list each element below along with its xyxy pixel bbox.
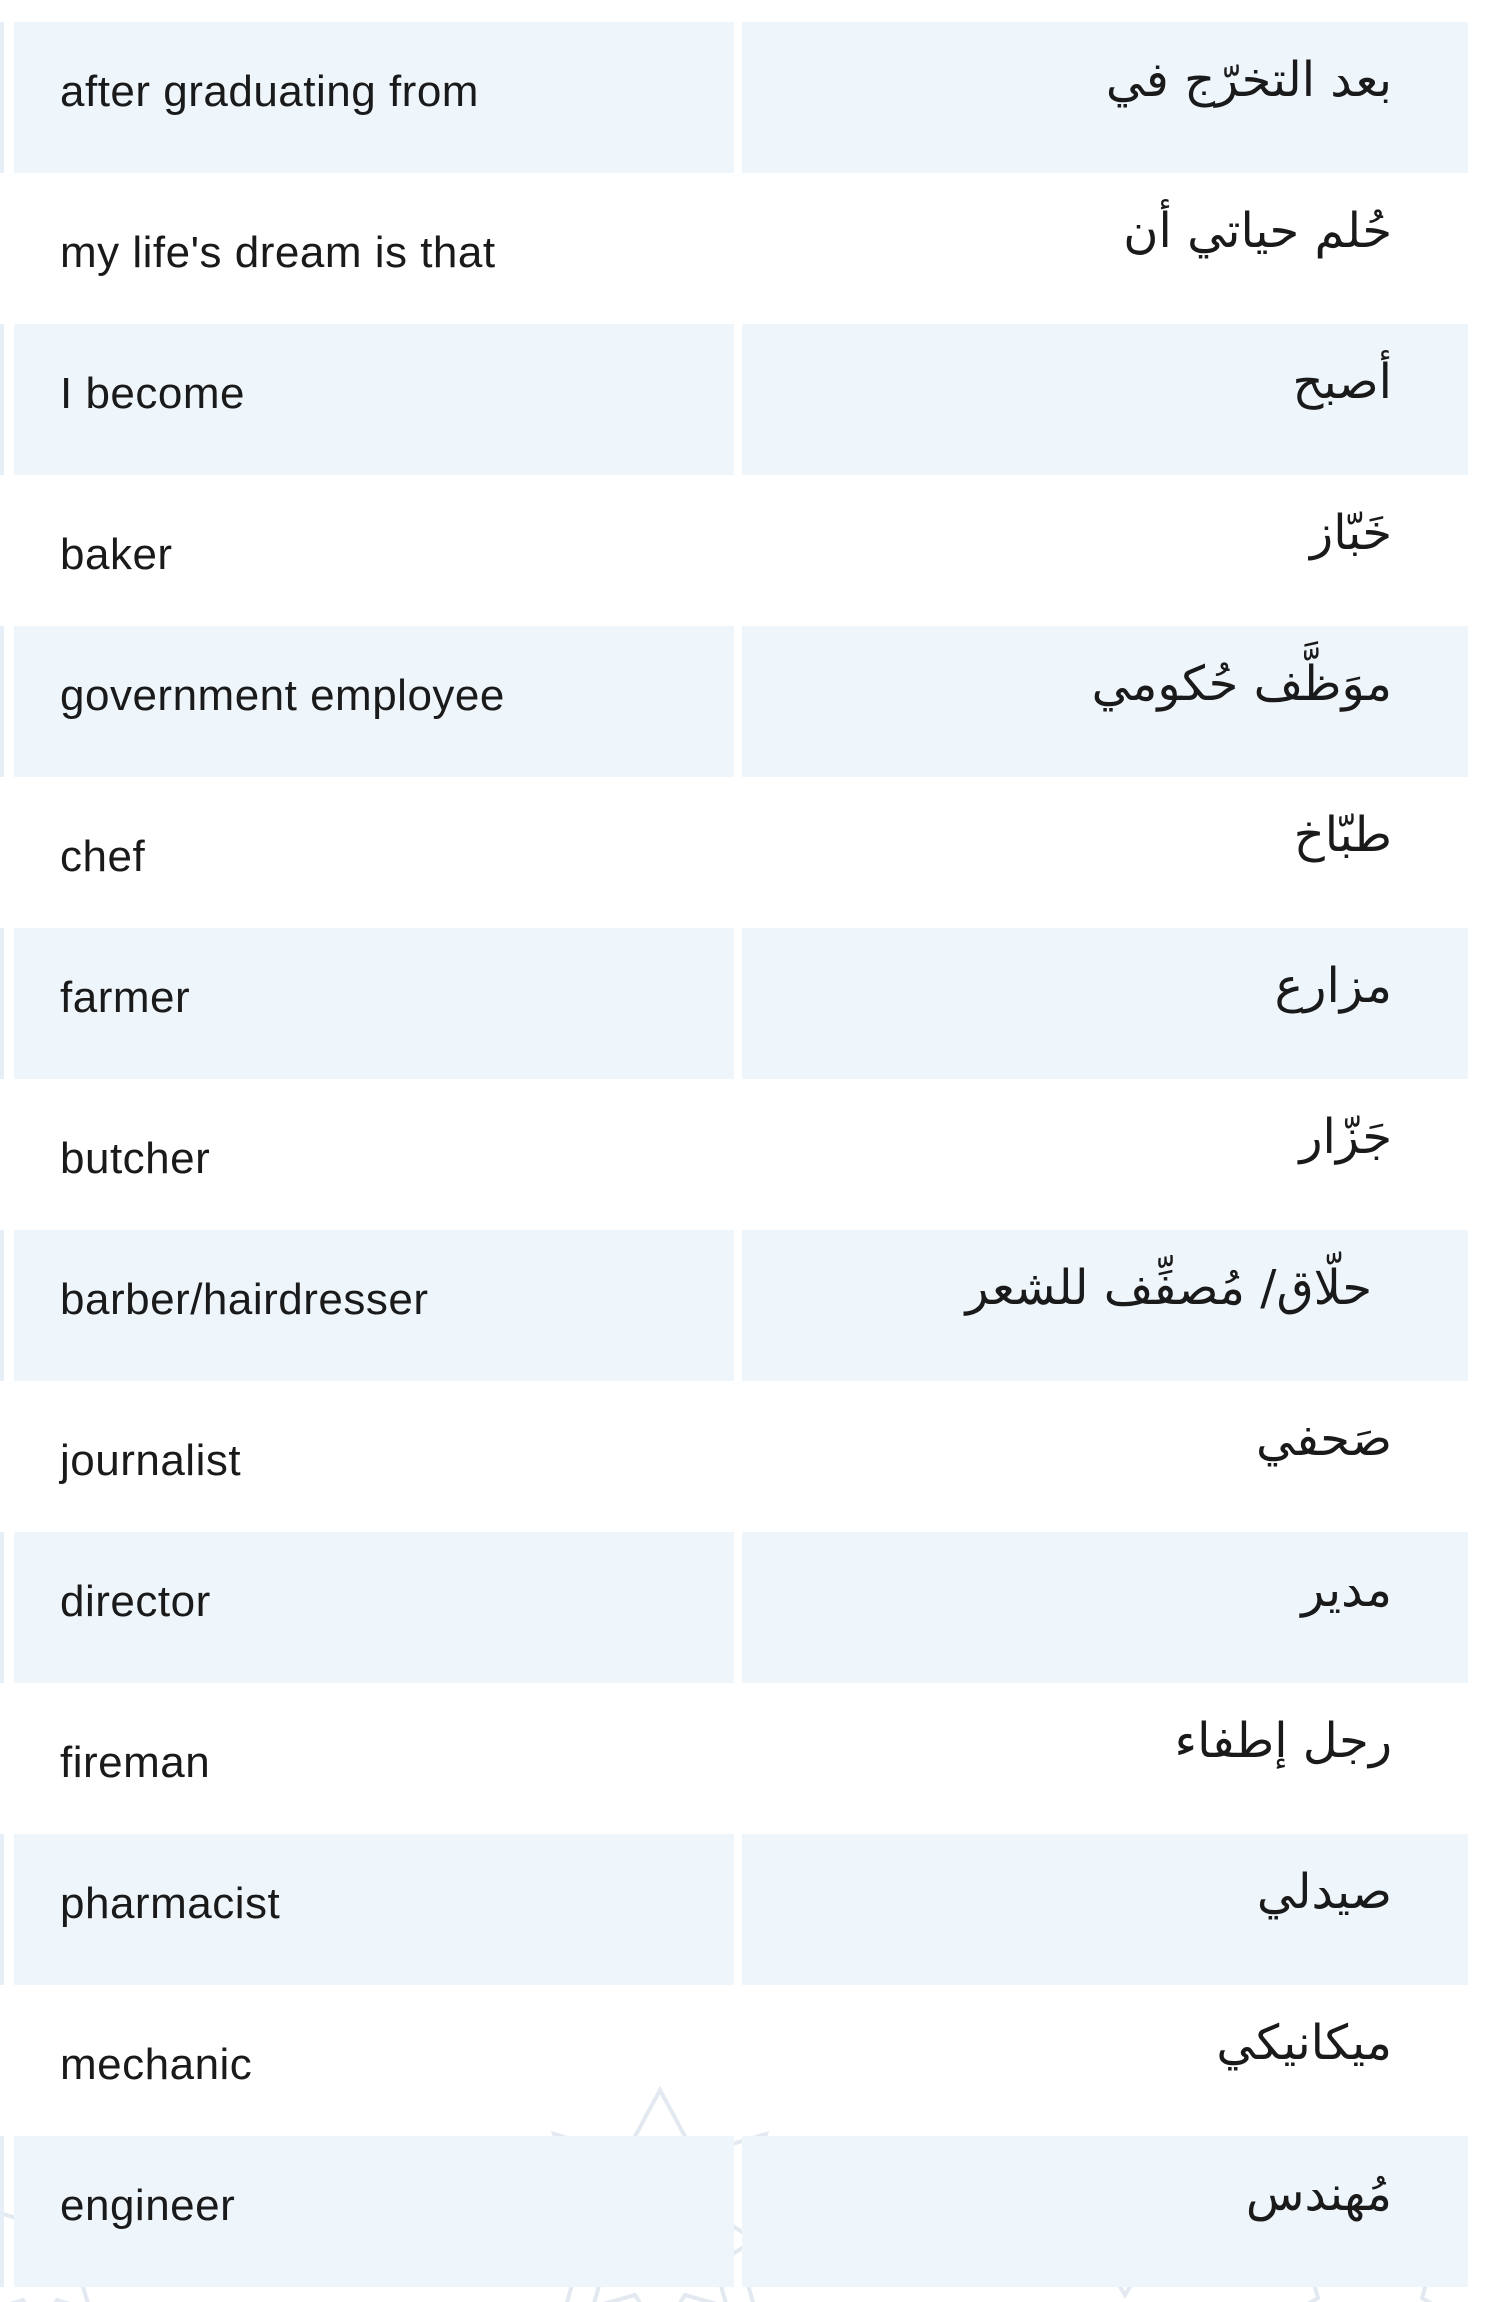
english-term: government employee [60, 671, 505, 720]
english-cell [14, 1381, 734, 1532]
arabic-term: مزارع [1274, 958, 1392, 1014]
arabic-term: طبّاخ [1293, 807, 1392, 863]
english-cell [14, 173, 734, 324]
english-term: journalist [60, 1436, 242, 1485]
arabic-cell [742, 2136, 1468, 2287]
table-row [14, 22, 1468, 173]
arabic-term: جَزّار [1299, 1109, 1392, 1165]
arabic-cell [742, 1834, 1468, 1985]
arabic-cell [742, 1381, 1468, 1532]
table-row [14, 475, 1468, 626]
arabic-term: ميكانيكي [1216, 2015, 1392, 2071]
english-term: after graduating from [60, 67, 479, 116]
english-cell [14, 1985, 734, 2136]
arabic-cell [742, 1985, 1468, 2136]
english-cell [14, 22, 734, 173]
table-row [14, 1381, 1468, 1532]
english-term: engineer [60, 2181, 236, 2230]
table-row [14, 1079, 1468, 1230]
arabic-cell [742, 22, 1468, 173]
arabic-term: أصبح [1292, 354, 1392, 410]
arabic-term: صَحفي [1255, 1411, 1392, 1467]
english-cell [14, 1532, 734, 1683]
arabic-term: حُلم حياتي أن [1123, 203, 1392, 259]
table-row [14, 2136, 1468, 2287]
arabic-term: بعد التخرّج في [1105, 52, 1392, 108]
arabic-term: موَظَّف حُكومي [1091, 656, 1392, 712]
table-row [14, 1230, 1468, 1381]
english-term: barber/hairdresser [60, 1275, 429, 1324]
arabic-cell [742, 1532, 1468, 1683]
table-row [14, 324, 1468, 475]
arabic-cell [742, 475, 1468, 626]
english-term: fireman [60, 1738, 211, 1787]
english-cell [14, 324, 734, 475]
arabic-term: مدير [1301, 1562, 1392, 1618]
english-cell [14, 1683, 734, 1834]
english-term: chef [60, 832, 146, 881]
english-term: I become [60, 369, 245, 418]
table-row [14, 1985, 1468, 2136]
table-row [14, 1834, 1468, 1985]
table-row [14, 173, 1468, 324]
arabic-term: مُهندس [1245, 2166, 1392, 2222]
table-row [14, 626, 1468, 777]
english-term: mechanic [60, 2040, 253, 2089]
english-term: butcher [60, 1134, 211, 1183]
arabic-term: رجل إطفاء [1174, 1713, 1392, 1769]
arabic-cell [742, 1230, 1468, 1381]
table-row [14, 1532, 1468, 1683]
table-row [14, 777, 1468, 928]
english-cell [14, 1230, 734, 1381]
english-cell [14, 475, 734, 626]
arabic-cell [742, 1683, 1468, 1834]
english-term: my life's dream is that [60, 228, 496, 277]
table-row [14, 1683, 1468, 1834]
english-term: baker [60, 530, 173, 579]
arabic-term: خَبّاز [1310, 505, 1392, 561]
english-cell [14, 626, 734, 777]
table-row [14, 928, 1468, 1079]
arabic-cell [742, 928, 1468, 1079]
arabic-cell [742, 777, 1468, 928]
arabic-term: حلّاق/ مُصفِّف للشعر [965, 1260, 1372, 1316]
arabic-term: صيدلي [1256, 1864, 1392, 1920]
english-cell [14, 777, 734, 928]
vocabulary-table [14, 22, 1468, 2287]
english-cell [14, 2136, 734, 2287]
english-cell [14, 1834, 734, 1985]
arabic-cell [742, 324, 1468, 475]
arabic-cell [742, 173, 1468, 324]
english-term: pharmacist [60, 1879, 281, 1928]
english-cell [14, 928, 734, 1079]
english-cell [14, 1079, 734, 1230]
arabic-cell [742, 626, 1468, 777]
english-term: director [60, 1577, 211, 1626]
english-term: farmer [60, 973, 191, 1022]
arabic-cell [742, 1079, 1468, 1230]
